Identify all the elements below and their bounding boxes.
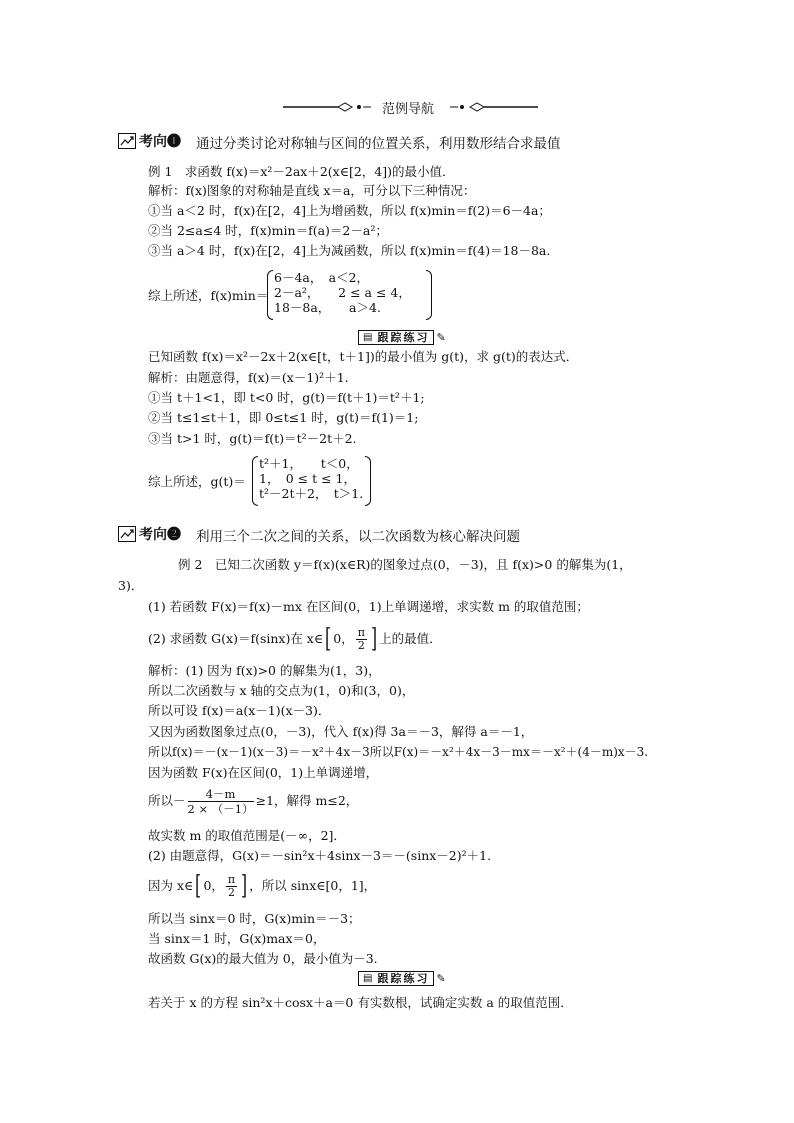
s2-sol-line: 故实数 m 的取值范围是(－∞，2]． [148, 828, 346, 843]
section1-tag [118, 131, 181, 151]
s2-q2: (2) 求函数 G(x)＝f(sinx)在 x∈ [ 0， $\frac{\pi}{2}$ ] 上的最值． [148, 624, 442, 654]
s2-practice-question: 若关于 x 的方程 sin²x＋cosx＋a＝0 有实数根，试确定实数 a 的取值范围． [148, 995, 573, 1010]
s2-sol-line: 又因为函数图象过点(0，－3)，代入 f(x)得 3a＝－3，解得 a＝－1， [148, 724, 534, 739]
practice-label-2: ▤ 跟踪练习 ✎ [358, 971, 446, 985]
s1-line: 解析：f(x)图象的对称轴是直线 x＝a，可分以下三种情况： [148, 183, 476, 198]
s1-practice-case: t²－2t＋2， t＞1. [259, 486, 364, 501]
s2-sol-line: 所以f(x)＝－(x－1)(x－3)＝－x²＋4x－3所以F(x)＝－x²＋4x－3－mx＝－x²＋(4－m)x－3. [148, 745, 649, 759]
s2-q1: (1) 若函数 F(x)＝f(x)－mx 在区间(0，1)上单调递增，求实数 m 的取值范围； [148, 599, 589, 614]
s1-practice-line: 解析：由题意得，f(x)＝(x－1)²＋1. [148, 370, 349, 385]
s2-sol-line: 所以二次函数与 x 轴的交点为(1，0)和(3，0)， [148, 683, 415, 698]
s1-brace-right [426, 270, 432, 320]
trend-arrow-icon [118, 133, 136, 149]
s2-sol-line: 所以当 sinx＝0 时，G(x)min＝－3； [148, 911, 361, 926]
s1-practice-line: 已知函数 f(x)＝x²－2x＋2(x∈[t，t＋1])的最小值为 g(t)，求 g(t)的表达式． [148, 349, 579, 364]
section1-tag-label: 考向❶ [139, 134, 181, 150]
s2-sol-line: (2) 由题意得，G(x)＝－sin²x＋4sinx－3＝－(sinx－2)²＋1. [148, 848, 492, 863]
pen-icon: ✎ [436, 330, 446, 344]
s2-example-line: 例 2 已知二次函数 y＝f(x)(x∈R)的图象过点(0，－3)，且 f(x)>0 的解集为(1， [178, 557, 632, 572]
s2-inequality: 所以－ $\frac{4-m}{2 \times (-1)}$ ≥1，解得 m≤2， [148, 786, 359, 816]
trend-arrow-icon [118, 526, 136, 542]
section1-heading: 通过分类讨论对称轴与区间的位置关系，利用数形结合求最值 [196, 136, 561, 152]
s1-practice-line: ③当 t>1 时，g(t)＝f(t)＝t²－2t＋2. [148, 431, 357, 446]
header-ornament-right [448, 98, 540, 117]
header-ornament-left [283, 98, 373, 117]
section2-heading: 利用三个二次之间的关系，以二次函数为核心解决问题 [196, 529, 520, 545]
s1-practice-line: ②当 t≤1≤t＋1，即 0≤t≤1 时，g(t)＝f(1)＝1; [148, 410, 419, 425]
s1-line: ②当 2≤a≤4 时，f(x)min＝f(a)＝2－a²； [148, 223, 388, 238]
s1-practice-summary-prefix: 综上所述，g(t)＝ [148, 474, 246, 489]
s2-sol-line: 解析：(1) 因为 f(x)>0 的解集为(1，3)， [148, 663, 381, 678]
section2-tag [118, 524, 181, 544]
ornament-left-icon [283, 101, 373, 113]
pi-over-2: $\frac{\pi}{2}$ [357, 625, 365, 652]
s1-practice-case: 1， 0 ≤ t ≤ 1， [259, 471, 356, 486]
fraction: $\frac{4-m}{2 \times (-1)}$ [187, 786, 254, 816]
s1-line: ③当 a＞4 时，f(x)在[2，4]上为减函数，所以 f(x)min＝f(4)＝18－8a. [148, 243, 551, 258]
s2-because: 因为 x∈ [ 0， $\frac{\pi}{2}$ ] ，所以 sinx∈[0，1]， [148, 871, 377, 901]
s1-line: 例 1 求函数 f(x)＝x²－2ax＋2(x∈[2，4])的最小值． [148, 164, 455, 179]
notebook-icon: ▤ [363, 972, 375, 984]
s1-line: ①当 a＜2 时，f(x)在[2，4]上为增函数，所以 f(x)min＝f(2)＝6－4a； [148, 203, 551, 218]
s2-sol-line: 故函数 G(x)的最大值为 0，最小值为－3. [148, 951, 378, 966]
s1-case: 18－8a， a＞4. [274, 300, 381, 315]
s2-sol-line: 当 sinx＝1 时，G(x)max＝0， [148, 931, 326, 946]
practice-label-1: ▤ 跟踪练习 ✎ [358, 330, 446, 344]
s2-example-line: 3)． [118, 578, 144, 593]
s2-sol-line: 因为函数 F(x)在区间(0，1)上单调递增， [148, 765, 379, 780]
s1-summary-prefix: 综上所述，f(x)min＝ [148, 288, 269, 303]
section2-tag-label: 考向❷ [139, 527, 181, 543]
s1-practice-brace-right [365, 456, 371, 506]
s1-brace-left [267, 270, 273, 320]
ornament-right-icon [448, 101, 540, 113]
s2-sol-line: 所以可设 f(x)＝a(x－1)(x－3)． [148, 703, 331, 718]
pen-icon: ✎ [436, 971, 446, 985]
notebook-icon: ▤ [363, 331, 375, 343]
page-title: 范例导航 [382, 102, 435, 117]
s1-practice-case: t²＋1， t＜0， [259, 456, 359, 471]
s1-practice-brace-left [252, 456, 258, 506]
pi-over-2: $\frac{\pi}{2}$ [227, 872, 236, 899]
s1-case: 6－4a， a＜2， [274, 270, 370, 285]
s1-case: 2－a²， 2 ≤ a ≤ 4， [274, 285, 411, 300]
s1-practice-line: ①当 t＋1<1，即 t<0 时，g(t)＝f(t＋1)＝t²＋1; [148, 390, 425, 405]
